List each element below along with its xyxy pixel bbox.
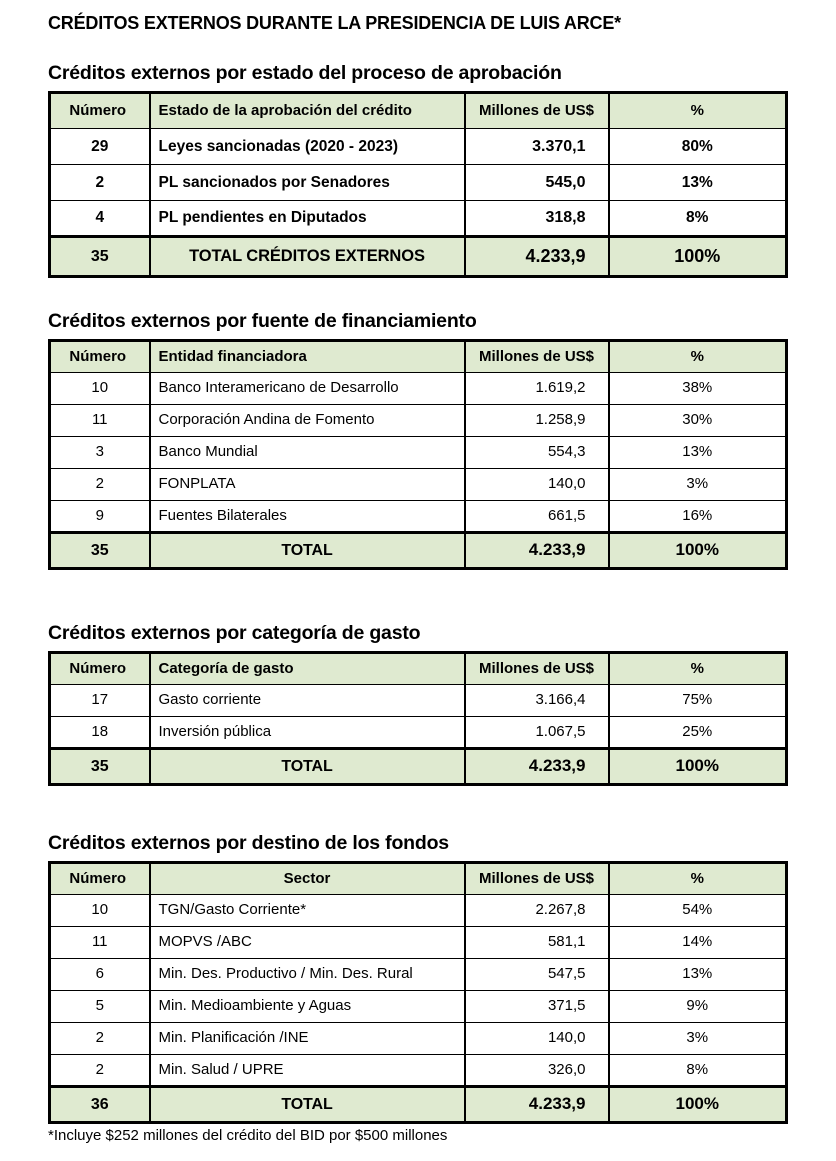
cell-numero: 9 <box>50 501 150 533</box>
cell-millones: 318,8 <box>465 201 609 237</box>
cell-millones: 326,0 <box>465 1055 609 1087</box>
cell-descripcion: PL sancionados por Senadores <box>150 165 465 201</box>
column-header-numero: Número <box>50 653 150 685</box>
cell-porcentaje: 9% <box>609 991 787 1023</box>
cell-total-porcentaje: 100% <box>609 237 787 277</box>
cell-porcentaje: 54% <box>609 895 787 927</box>
table-header <box>50 653 787 685</box>
section-title: Créditos externos por estado del proceso de aprobación <box>48 62 562 84</box>
column-header-porcentaje: % <box>609 863 787 895</box>
cell-descripcion: Min. Des. Productivo / Min. Des. Rural <box>150 959 465 991</box>
cell-millones: 661,5 <box>465 501 609 533</box>
cell-millones: 2.267,8 <box>465 895 609 927</box>
table-body <box>50 895 787 1123</box>
column-header-porcentaje: % <box>609 341 787 373</box>
section-categoria-gasto <box>48 622 785 786</box>
header-row <box>50 863 787 895</box>
table-row <box>50 717 787 749</box>
cell-porcentaje: 75% <box>609 685 787 717</box>
table-destino-fondos <box>48 861 788 1124</box>
cell-millones: 140,0 <box>465 469 609 501</box>
cell-total-label: TOTAL <box>150 1087 465 1123</box>
table-total-row <box>50 749 787 785</box>
header-row <box>50 93 787 129</box>
cell-porcentaje: 8% <box>609 1055 787 1087</box>
cell-porcentaje: 30% <box>609 405 787 437</box>
table-total-row <box>50 237 787 277</box>
header-row <box>50 653 787 685</box>
cell-numero: 2 <box>50 1055 150 1087</box>
cell-total-label: TOTAL <box>150 749 465 785</box>
column-header-millones: Millones de US$ <box>465 93 609 129</box>
table-row <box>50 959 787 991</box>
column-header-millones: Millones de US$ <box>465 341 609 373</box>
table-body <box>50 373 787 569</box>
cell-descripcion: Gasto corriente <box>150 685 465 717</box>
section-destino-fondos <box>48 832 785 1124</box>
cell-descripcion: Corporación Andina de Fomento <box>150 405 465 437</box>
cell-porcentaje: 13% <box>609 165 787 201</box>
cell-descripcion: FONPLATA <box>150 469 465 501</box>
cell-numero: 2 <box>50 165 150 201</box>
table-categoria-gasto <box>48 651 788 786</box>
cell-millones: 545,0 <box>465 165 609 201</box>
cell-descripcion: Fuentes Bilaterales <box>150 501 465 533</box>
cell-numero: 2 <box>50 469 150 501</box>
column-header-porcentaje: % <box>609 93 787 129</box>
column-header-sector: Sector <box>150 863 465 895</box>
cell-total-millones: 4.233,9 <box>465 237 609 277</box>
cell-numero: 3 <box>50 437 150 469</box>
cell-millones: 1.258,9 <box>465 405 609 437</box>
table-header <box>50 341 787 373</box>
cell-descripcion: Banco Mundial <box>150 437 465 469</box>
cell-total-porcentaje: 100% <box>609 749 787 785</box>
footnote: *Incluye $252 millones del crédito del BID por $500 millones <box>48 1127 448 1144</box>
cell-descripcion: Min. Planificación /INE <box>150 1023 465 1055</box>
cell-descripcion: PL pendientes en Diputados <box>150 201 465 237</box>
cell-millones: 3.166,4 <box>465 685 609 717</box>
cell-millones: 3.370,1 <box>465 129 609 165</box>
cell-porcentaje: 38% <box>609 373 787 405</box>
table-row <box>50 991 787 1023</box>
column-header-descripcion: Entidad financiadora <box>150 341 465 373</box>
section-title: Créditos externos por fuente de financiamiento <box>48 310 477 332</box>
table-row <box>50 129 787 165</box>
cell-numero: 10 <box>50 373 150 405</box>
table-header <box>50 93 787 129</box>
document-title: CRÉDITOS EXTERNOS DURANTE LA PRESIDENCIA DE LUIS ARCE* <box>48 13 621 33</box>
cell-millones: 140,0 <box>465 1023 609 1055</box>
cell-millones: 581,1 <box>465 927 609 959</box>
table-row <box>50 895 787 927</box>
cell-total-porcentaje: 100% <box>609 533 787 569</box>
column-header-numero: Número <box>50 93 150 129</box>
cell-descripcion: Min. Salud / UPRE <box>150 1055 465 1087</box>
table-row <box>50 405 787 437</box>
cell-descripcion: MOPVS /ABC <box>150 927 465 959</box>
cell-total-millones: 4.233,9 <box>465 1087 609 1123</box>
table-row <box>50 201 787 237</box>
cell-total-label: TOTAL CRÉDITOS EXTERNOS <box>150 237 465 277</box>
cell-porcentaje: 3% <box>609 469 787 501</box>
cell-porcentaje: 80% <box>609 129 787 165</box>
column-header-descripcion: Estado de la aprobación del crédito <box>150 93 465 129</box>
cell-numero: 11 <box>50 927 150 959</box>
cell-porcentaje: 13% <box>609 959 787 991</box>
table-header <box>50 863 787 895</box>
column-header-millones: Millones de US$ <box>465 863 609 895</box>
cell-millones: 1.619,2 <box>465 373 609 405</box>
table-row <box>50 927 787 959</box>
table-body <box>50 685 787 785</box>
cell-porcentaje: 13% <box>609 437 787 469</box>
cell-total-millones: 4.233,9 <box>465 749 609 785</box>
table-row <box>50 437 787 469</box>
table-row <box>50 373 787 405</box>
cell-total-numero: 35 <box>50 237 150 277</box>
table-row <box>50 469 787 501</box>
cell-numero: 4 <box>50 201 150 237</box>
section-title: Créditos externos por destino de los fondos <box>48 832 449 854</box>
cell-total-millones: 4.233,9 <box>465 533 609 569</box>
cell-numero: 18 <box>50 717 150 749</box>
table-row <box>50 685 787 717</box>
table-body <box>50 129 787 277</box>
section-estado-proceso-aprobacion <box>48 62 785 278</box>
cell-descripcion: TGN/Gasto Corriente* <box>150 895 465 927</box>
cell-numero: 29 <box>50 129 150 165</box>
cell-numero: 17 <box>50 685 150 717</box>
cell-numero: 11 <box>50 405 150 437</box>
cell-millones: 1.067,5 <box>465 717 609 749</box>
table-row <box>50 1023 787 1055</box>
cell-porcentaje: 8% <box>609 201 787 237</box>
cell-descripcion: Banco Interamericano de Desarrollo <box>150 373 465 405</box>
cell-millones: 547,5 <box>465 959 609 991</box>
column-header-millones: Millones de US$ <box>465 653 609 685</box>
cell-total-label: TOTAL <box>150 533 465 569</box>
section-fuente-financiamiento <box>48 310 785 570</box>
cell-numero: 2 <box>50 1023 150 1055</box>
cell-descripcion: Min. Medioambiente y Aguas <box>150 991 465 1023</box>
table-row <box>50 165 787 201</box>
cell-numero: 5 <box>50 991 150 1023</box>
cell-porcentaje: 25% <box>609 717 787 749</box>
column-header-numero: Número <box>50 341 150 373</box>
cell-porcentaje: 14% <box>609 927 787 959</box>
cell-millones: 371,5 <box>465 991 609 1023</box>
cell-descripcion: Leyes sancionadas (2020 - 2023) <box>150 129 465 165</box>
table-total-row <box>50 533 787 569</box>
cell-numero: 6 <box>50 959 150 991</box>
section-title: Créditos externos por categoría de gasto <box>48 622 421 644</box>
cell-descripcion: Inversión pública <box>150 717 465 749</box>
cell-porcentaje: 16% <box>609 501 787 533</box>
table-row <box>50 501 787 533</box>
table-estado-proceso-aprobacion <box>48 91 788 278</box>
table-total-row <box>50 1087 787 1123</box>
table-row <box>50 1055 787 1087</box>
cell-total-numero: 36 <box>50 1087 150 1123</box>
cell-total-numero: 35 <box>50 749 150 785</box>
table-fuente-financiamiento <box>48 339 788 570</box>
cell-numero: 10 <box>50 895 150 927</box>
cell-porcentaje: 3% <box>609 1023 787 1055</box>
cell-total-porcentaje: 100% <box>609 1087 787 1123</box>
column-header-porcentaje: % <box>609 653 787 685</box>
column-header-numero: Número <box>50 863 150 895</box>
cell-total-numero: 35 <box>50 533 150 569</box>
cell-millones: 554,3 <box>465 437 609 469</box>
column-header-descripcion: Categoría de gasto <box>150 653 465 685</box>
header-row <box>50 341 787 373</box>
